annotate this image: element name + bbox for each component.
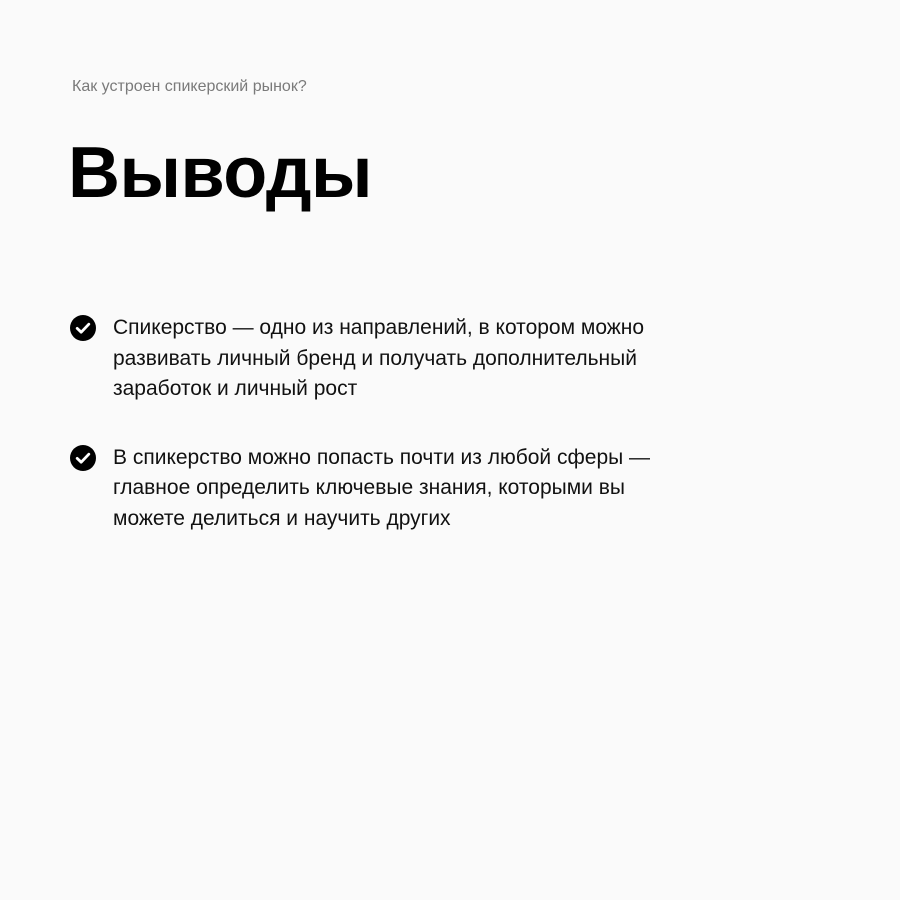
conclusions-list (70, 313, 710, 572)
list-item-text: Спикерство — одно из направлений, в котором можно развивать личный бренд и получать дополнительный заработок и личный рост (113, 316, 645, 400)
section-kicker: Как устроен спикерский рынок? (72, 78, 307, 95)
list-item-text: В спикерство можно попасть почти из любой сферы — главное определить ключевые знания, которыми вы можете делиться и научить других (113, 445, 651, 530)
list-item (70, 313, 710, 405)
list-item (70, 443, 710, 535)
check-circle-icon (70, 315, 96, 341)
check-circle-icon (70, 445, 96, 471)
page-title: Выводы (68, 133, 373, 213)
